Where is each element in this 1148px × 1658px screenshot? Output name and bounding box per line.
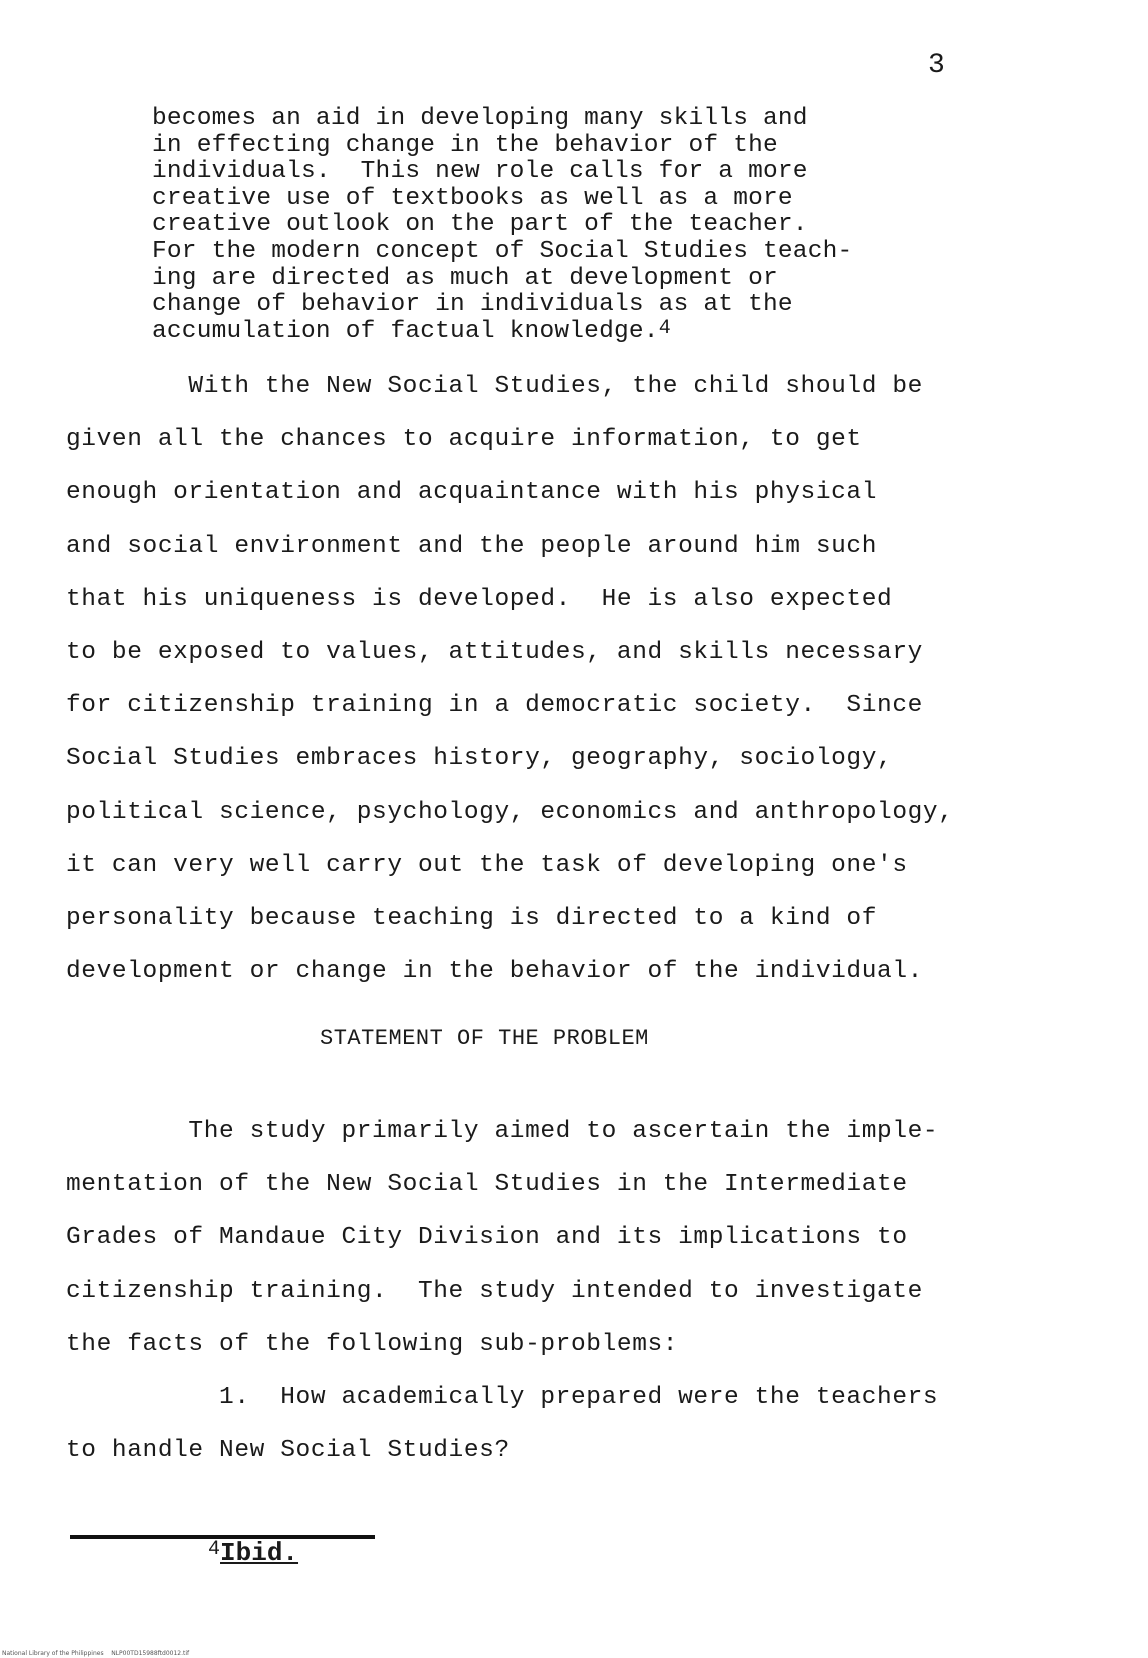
paragraph-new-social-studies — [66, 360, 1026, 998]
section-heading: STATEMENT OF THE PROBLEM — [320, 1026, 649, 1051]
quote-line: creative use of textbooks as well as a more — [152, 184, 793, 212]
paragraph-line: The study primarily aimed to ascertain the imple- — [66, 1118, 939, 1145]
quote-line: change of behavior in individuals as at the — [152, 291, 793, 319]
paragraph-line: for citizenship training in a democratic society. Since — [66, 692, 923, 720]
paragraph-line: enough orientation and acquaintance with his physical — [66, 479, 878, 507]
paragraph-line: that his uniqueness is developed. He is also expected — [66, 585, 893, 613]
quote-line: ing are directed as much at development or — [152, 264, 778, 292]
quote-line: individuals. This new role calls for a more — [152, 158, 808, 186]
quote-line: in effecting change in the behavior of the — [152, 131, 778, 159]
quote-line: For the modern concept of Social Studies teach- — [152, 237, 853, 265]
paragraph-line: development or change in the behavior of the individual. — [66, 958, 923, 986]
paragraph-line: Grades of Mandaue City Division and its implications to — [66, 1224, 908, 1252]
footnote-number: 4 — [208, 1538, 221, 1561]
paragraph-line: and social environment and the people around him such — [66, 532, 878, 560]
footnote — [208, 1538, 298, 1568]
paragraph-line: the facts of the following sub-problems: — [66, 1330, 679, 1358]
quote-line-text: accumulation of factual knowledge. — [152, 317, 659, 345]
footnote-text: Ibid. — [220, 1538, 299, 1568]
paragraph-line: it can very well carry out the task of developing one's — [66, 851, 908, 879]
paragraph-line: With the New Social Studies, the child should be — [66, 373, 923, 400]
quote-line: becomes an aid in developing many skills and — [152, 105, 808, 132]
sub-problem-line: to handle New Social Studies? — [66, 1437, 510, 1465]
paragraph-line: given all the chances to acquire information, to get — [66, 426, 862, 454]
paragraph-line: personality because teaching is directed to a kind of — [66, 904, 878, 932]
paragraph-statement-of-problem — [66, 1105, 1026, 1477]
quote-line — [152, 316, 932, 346]
block-quote — [152, 106, 932, 345]
paragraph-line: to be exposed to values, attitudes, and skills necessary — [66, 638, 923, 666]
quote-line: creative outlook on the part of the teacher. — [152, 211, 808, 239]
archive-stamp: National Library of the Philippines NLP00TD15988ftd0012.tif — [2, 1650, 190, 1657]
paragraph-line: citizenship training. The study intended to investigate — [66, 1277, 923, 1305]
paragraph-line: political science, psychology, economics and anthropology, — [66, 798, 954, 826]
sub-problem-line: 1. How academically prepared were the teachers — [66, 1383, 939, 1411]
footnote-reference: 4 — [658, 316, 671, 340]
page-number: 3 — [928, 50, 945, 81]
paragraph-line: Social Studies embraces history, geography, sociology, — [66, 745, 893, 773]
paragraph-line: mentation of the New Social Studies in the Intermediate — [66, 1171, 908, 1199]
